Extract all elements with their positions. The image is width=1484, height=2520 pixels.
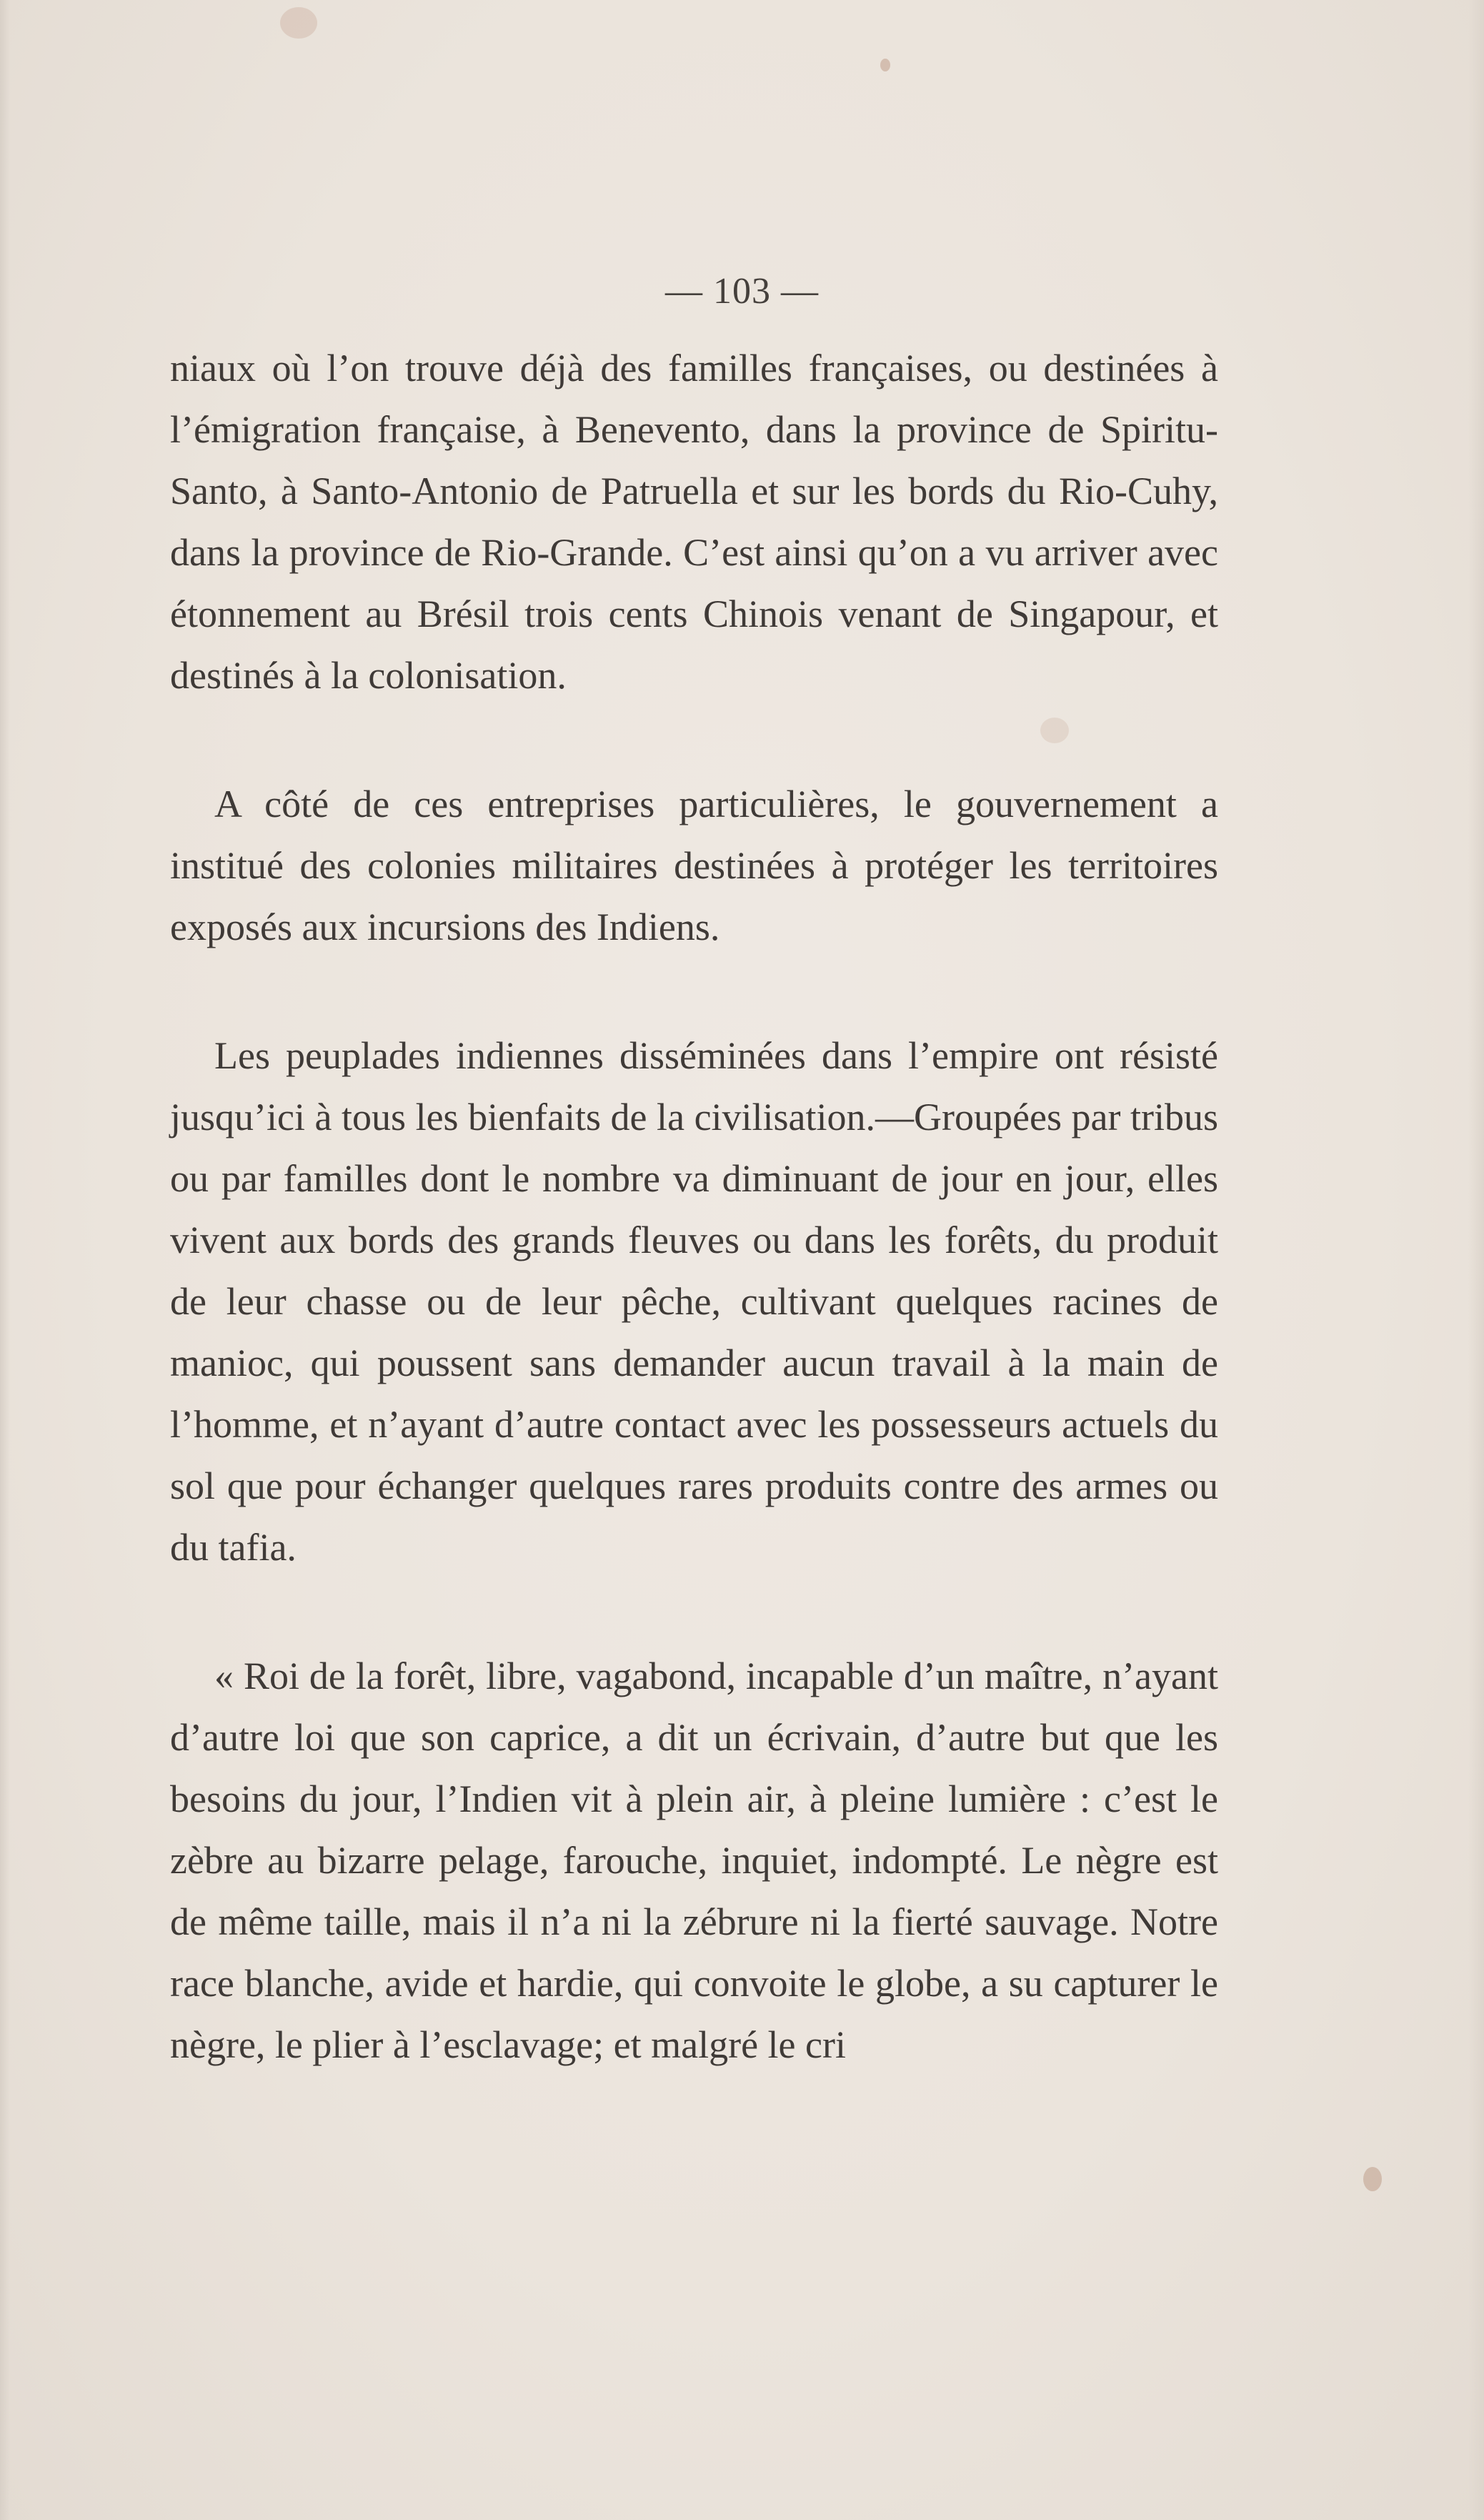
foxing-spot — [280, 7, 317, 39]
paragraph-1: niaux où l’on trouve déjà des familles françaises, ou destinées à l’émigration française, à Benevento, dans la province de Spiritu-Santo, à Santo-Antonio de Patruella et sur les bords du Rio-Cuhy, dans la province de Rio-Grande. C’est ainsi qu’on a vu arriver avec étonnement au Brésil trois cents Chinois venant de Singapour, et destinés à la colonisation. — [170, 347, 1218, 697]
paragraph-3: Les peuplades indiennes disséminées dans l’empire ont résisté jusqu’ici à tous les bienfaits de la civilisation.—Groupées par tribus ou par familles dont le nombre va diminuant de jour en jour, elles vivent aux bords des grands fleuves ou dans les forêts, du produit de leur chasse ou de leur pêche, cultivant quelques racines de manioc, qui poussent sans demander aucun travail à la main de l’homme, et n’ayant d’autre contact avec les possesseurs actuels du sol que pour échanger quelques rares produits contre des armes ou du tafia. — [170, 1034, 1218, 1569]
foxing-spot — [880, 59, 890, 71]
body-text — [170, 337, 1218, 2143]
page-left-edge-shadow — [0, 0, 10, 2520]
paragraph-2: A côté de ces entreprises particulières, le gouvernement a institué des colonies militaires destinées à protéger les territoires exposés aux incursions des Indiens. — [170, 783, 1218, 948]
paragraph-4: « Roi de la forêt, libre, vagabond, incapable d’un maître, n’ayant d’autre loi que son caprice, a dit un écrivain, d’autre but que les besoins du jour, l’Indien vit à plein air, à pleine lumière : c’est le zèbre au bizarre pelage, farouche, inquiet, indompté. Le nègre est de même taille, mais il n’a ni la zébrure ni la fierté sauvage. Notre race blanche, avide et hardie, qui convoite le globe, a su capturer le nègre, le plier à l’esclavage; et malgré le cri — [170, 1655, 1218, 2066]
foxing-spot — [1363, 2167, 1382, 2191]
page-number: — 103 — — [665, 271, 819, 312]
page-right-edge-shadow — [1468, 0, 1484, 2520]
